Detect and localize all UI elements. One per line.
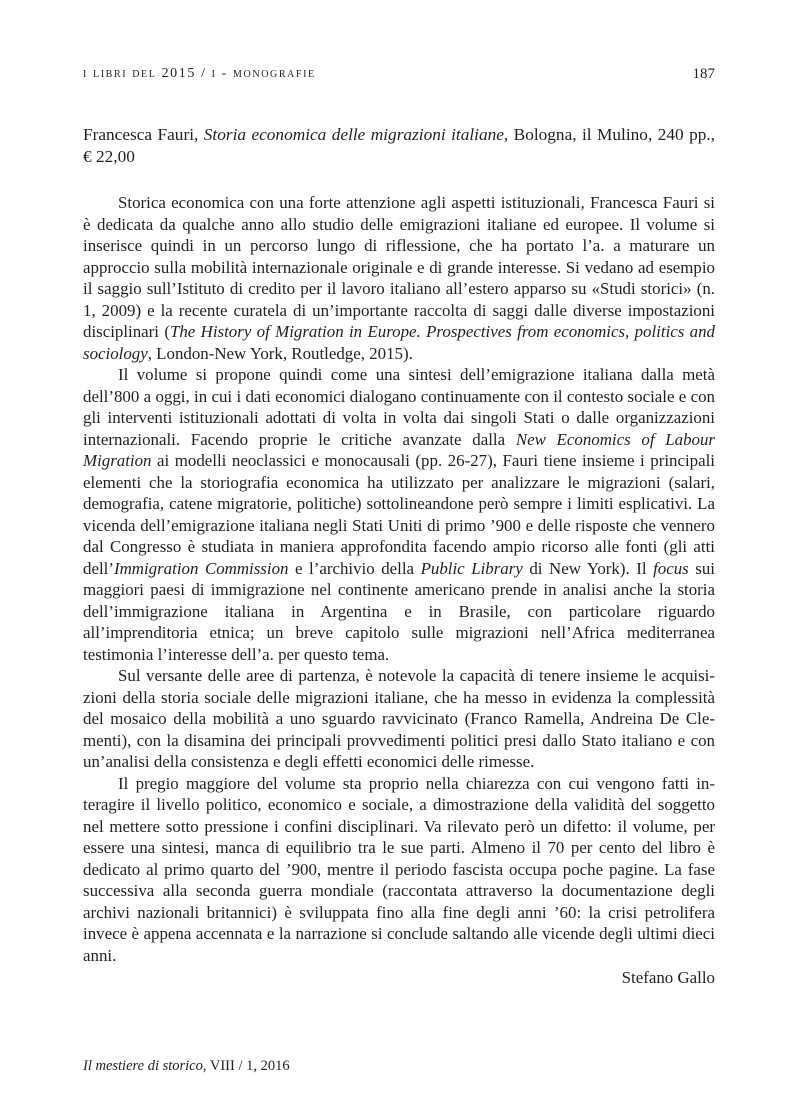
citation-author: Francesca Fauri, bbox=[83, 125, 204, 144]
book-citation bbox=[83, 124, 715, 167]
italic-text: The History of Migration in Europe. Prospectives from economics, politics and sociology bbox=[83, 322, 716, 363]
italic-text: focus bbox=[653, 558, 689, 578]
journal-issue: , VIII / 1, 2016 bbox=[202, 1058, 290, 1074]
italic-text: Public Library bbox=[420, 558, 523, 578]
reviewer-signature: Stefano Gallo bbox=[621, 968, 715, 987]
running-title: i libri del 2015 / i - monografie bbox=[83, 66, 316, 81]
paragraph-text: di New York). Il bbox=[522, 558, 654, 578]
italic-text: New Economics of Labour Migration bbox=[83, 429, 715, 470]
review-paragraph bbox=[83, 192, 715, 364]
journal-footer bbox=[83, 1058, 290, 1075]
review-paragraph bbox=[83, 773, 715, 967]
paragraph-text: Storica economica con una forte attenzione agli aspetti istituzionali, Francesca Fauri si è dedicata da qualche anno allo studio delle emigrazioni italiane ed europee. Il volume si inserisce quindi in un percorso lungo di riflessione, che ha portato l’a. a maturare un approccio sulla mobilità internazionale originale e di grande interesse. Si vedano ad esempio il saggio sull’Istituto di credito per il lavoro italiano all’estero apparso su «Studi storici» (n. 1, 2009) e la recente curatela di un’importante raccolta di saggi dalle diverse impostazioni disciplinari ( bbox=[83, 193, 715, 341]
paragraph-text: Il volume si propone quindi come una sintesi dell’emigrazione italiana dalla metà dell’800 a oggi, in cui i dati economici dialogano continuamente con il contesto sociale e con gli interventi istituzionali adottati di volta in volta dai singoli Stati o dalle organizzazioni internazionali. Facendo proprie le critiche avanzate dalla bbox=[83, 365, 715, 449]
paragraph-text: sui maggiori paesi di immigrazione nel continente americano prende in analisi anche la storia dell’immigrazione italiana in Argentina e in Brasile, con particolare riguardo all’imprenditoria etnica; un breve capitolo sulle migrazioni nell’Africa mediterranea testimonia l’interesse dell’a. per questo tema. bbox=[83, 558, 715, 664]
review-paragraph bbox=[83, 364, 715, 665]
page-number: 187 bbox=[692, 66, 715, 82]
paragraph-text: e l’archivio della bbox=[288, 558, 421, 578]
review-text bbox=[83, 124, 715, 989]
paragraph-text: Il pregio maggiore del volume sta proprio nella chiarezza con cui vengono fatti interagire il livello politico, economico e sociale, a dimostrazione della validità del soggetto nel mettere sotto pressione i confini disciplinari. Va rilevato però un difetto: il volume, per essere una sintesi, manca di equilibrio tra le sue parti. Almeno il 70 per cento del libro è dedicato al primo quarto del ’900, mentre il periodo fascista occupa poche pagine. La fase successiva alla seconda guerra mondiale (raccontata attraverso la documentazione degli archivi nazionali britannici) è sviluppata fino alla fine degli anni ’60: la crisi petrolifera invece è appena accennata e la narrazione si conclude saltando alle vicende degli ultimi dieci anni. bbox=[83, 773, 715, 965]
citation-title: Storia economica delle migrazioni italiane bbox=[203, 125, 504, 144]
citation-details: , Bologna, il Mulino, 240 pp., € 22,00 bbox=[83, 125, 715, 166]
italic-text: Immigration Commission bbox=[113, 558, 289, 578]
review-body bbox=[83, 192, 715, 966]
journal-name: Il mestiere di storico bbox=[83, 1058, 203, 1074]
paragraph-text: , London-New York, Routledge, 2015). bbox=[147, 343, 413, 363]
paragraph-text: ai modelli neoclassici e monocausali (pp. 26-27), Fauri tiene insieme i principali elementi che la storiografia economica ha utilizzato per analizzare le migrazioni (salari, demografia, catene migratorie, politiche) sottolineandone però sempre i limiti esplicativi. La vicenda dell’emigrazione italiana negli Stati Uniti di primo ’900 e delle risposte che vennero dal Congresso è studiata in maniera approfondita facendo ampio ricorso alle fonti (gli atti dell’ bbox=[83, 451, 715, 578]
review-paragraph bbox=[83, 665, 715, 773]
running-head bbox=[83, 66, 715, 90]
paragraph-text: Sul versante delle aree di partenza, è notevole la capacità di tenere insieme le acquisizioni della storia sociale delle migrazioni italiane, che ha messo in evidenza la complessità del mosaico della mobilità a uno sguardo ravvicinato (Franco Ramella, Andreina De Clementi), con la disamina dei principali provvedimenti politici presi dallo Stato italiano e con un’analisi della consistenza e degli effetti economici delle rimesse. bbox=[83, 666, 715, 771]
